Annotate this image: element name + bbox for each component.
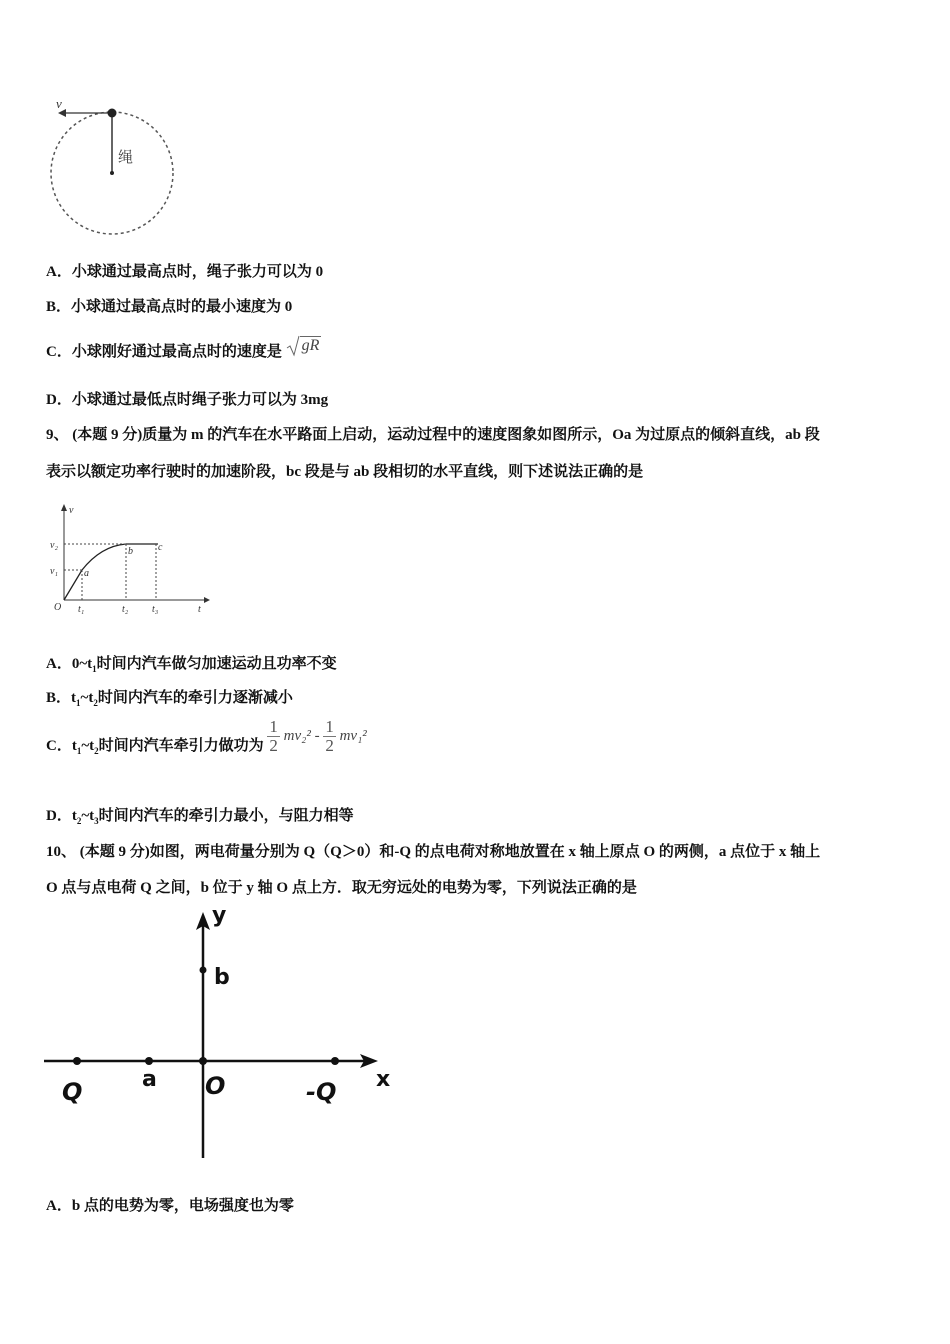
velocity-curve <box>64 544 158 600</box>
q10-stem-line2: O 点与点电荷 Q 之间，b 位于 y 轴 O 点上方．取无穷远处的电势为零，下列说法正确的是 <box>46 880 637 896</box>
rope-label: 绳 <box>118 148 134 166</box>
q9-option-b-pre: B．t <box>46 690 77 706</box>
charge-axes-figure <box>44 906 404 1162</box>
t2-label: t₂ <box>122 604 129 615</box>
q9-stem-line2: 表示以额定功率行驶时的加速阶段，bc 段是与 ab 段相切的水平直线，则下述说法正确的是 <box>46 464 644 480</box>
origin-label: O <box>205 1072 226 1100</box>
point-b-label: b <box>128 546 133 557</box>
q9-option-d-post: 时间内汽车的牵引力最小，与阻力相等 <box>98 808 354 824</box>
q9-option-c-mid: ~t <box>81 737 95 754</box>
q9-option-c-sub2: 2 <box>94 745 99 756</box>
q9-option-a-pre: A．0~t <box>46 656 93 672</box>
q9-option-a-post: 时间内汽车做匀加速运动且功率不变 <box>96 656 337 672</box>
t-axis-arrowhead <box>204 597 210 603</box>
q9-option-d-pre: D．t <box>46 808 77 824</box>
v2-label: v₂ <box>50 540 58 551</box>
q9-option-b <box>46 686 293 708</box>
q9-option-b-sub1: 1 <box>76 698 81 708</box>
q8-option-d: D．小球通过最低点时绳子张力可以为 3mg <box>46 392 329 408</box>
q10-option-a: A．b 点的电势为零，电场强度也为零 <box>46 1198 294 1214</box>
origin-point <box>199 1057 207 1065</box>
sqrt-radicand: gR <box>301 337 320 354</box>
circular-motion-figure <box>46 92 186 242</box>
term-mv1-squared: mv₁² <box>339 727 367 744</box>
charge-neg-q-label: -Q <box>306 1078 337 1106</box>
q9-option-a <box>46 652 337 674</box>
q9-option-b-post: 时间内汽车的牵引力逐渐减小 <box>97 690 293 706</box>
q9-option-d-sub2: 3 <box>94 816 99 826</box>
minus-sign: - <box>314 727 320 744</box>
point-a <box>145 1057 153 1065</box>
fraction-half-2: $\frac{1}{2}$ <box>325 717 334 755</box>
q9-option-c-post: 时间内汽车牵引力做功为 <box>98 737 264 754</box>
q9-stem-line1: 9、 (本题 9 分)质量为 m 的汽车在水平路面上启动，运动过程中的速度图象如图所示，Oa 为过原点的倾斜直线，ab 段 <box>46 427 820 443</box>
center-point <box>110 171 114 175</box>
q10-stem-line1: 10、 (本题 9 分)如图，两电荷量分别为 Q（Q＞0）和-Q 的点电荷对称地放置在 x 轴上原点 O 的两侧，a 点位于 x 轴上 <box>46 844 821 860</box>
charge-q-point <box>73 1057 81 1065</box>
q9-option-c <box>46 718 367 755</box>
q9-option-c-sub1: 1 <box>76 745 82 756</box>
charge-q-label: Q <box>62 1078 83 1106</box>
point-c-label: c <box>158 542 163 553</box>
sqrt-sign-icon <box>286 335 300 357</box>
t-axis-label: t <box>198 604 201 615</box>
v-axis-arrowhead <box>61 504 67 511</box>
term-mv2-squared: mv₂² <box>283 727 311 744</box>
t3-label: t₃ <box>152 604 159 615</box>
q8-option-b: B．小球通过最高点时的最小速度为 0 <box>46 299 293 315</box>
q8-option-a: A．小球通过最高点时，绳子张力可以为 0 <box>46 264 324 280</box>
point-b <box>200 967 207 974</box>
velocity-time-graph <box>46 502 216 617</box>
v-axis-label: v <box>69 505 74 516</box>
point-a-label: a <box>84 568 89 579</box>
q8-option-c-sqrt <box>286 337 322 354</box>
ball <box>108 109 117 118</box>
t1-label: t₁ <box>78 604 85 615</box>
q9-option-a-sub: 1 <box>92 664 97 674</box>
point-a-label: a <box>142 1067 157 1092</box>
q9-option-d-mid: ~t <box>81 808 95 824</box>
q9-option-d-sub1: 2 <box>76 816 82 826</box>
velocity-label: v <box>56 96 62 111</box>
q9-option-c-pre: C．t <box>46 737 77 754</box>
point-b-label: b <box>214 965 230 990</box>
q9-option-b-mid: ~t <box>80 690 94 706</box>
q8-option-c <box>46 337 321 363</box>
fraction-half-1: $\frac{1}{2}$ <box>269 717 278 755</box>
q9-option-b-sub2: 2 <box>93 698 98 708</box>
origin-label: O <box>54 602 62 613</box>
q8-option-c-text: C．小球刚好通过最高点时的速度是 <box>46 344 282 360</box>
x-axis-label: x <box>376 1067 391 1092</box>
charge-neg-q-point <box>331 1057 339 1065</box>
y-axis-label: y <box>212 906 227 928</box>
v1-label: v₁ <box>50 566 58 577</box>
q9-option-d <box>46 804 354 826</box>
